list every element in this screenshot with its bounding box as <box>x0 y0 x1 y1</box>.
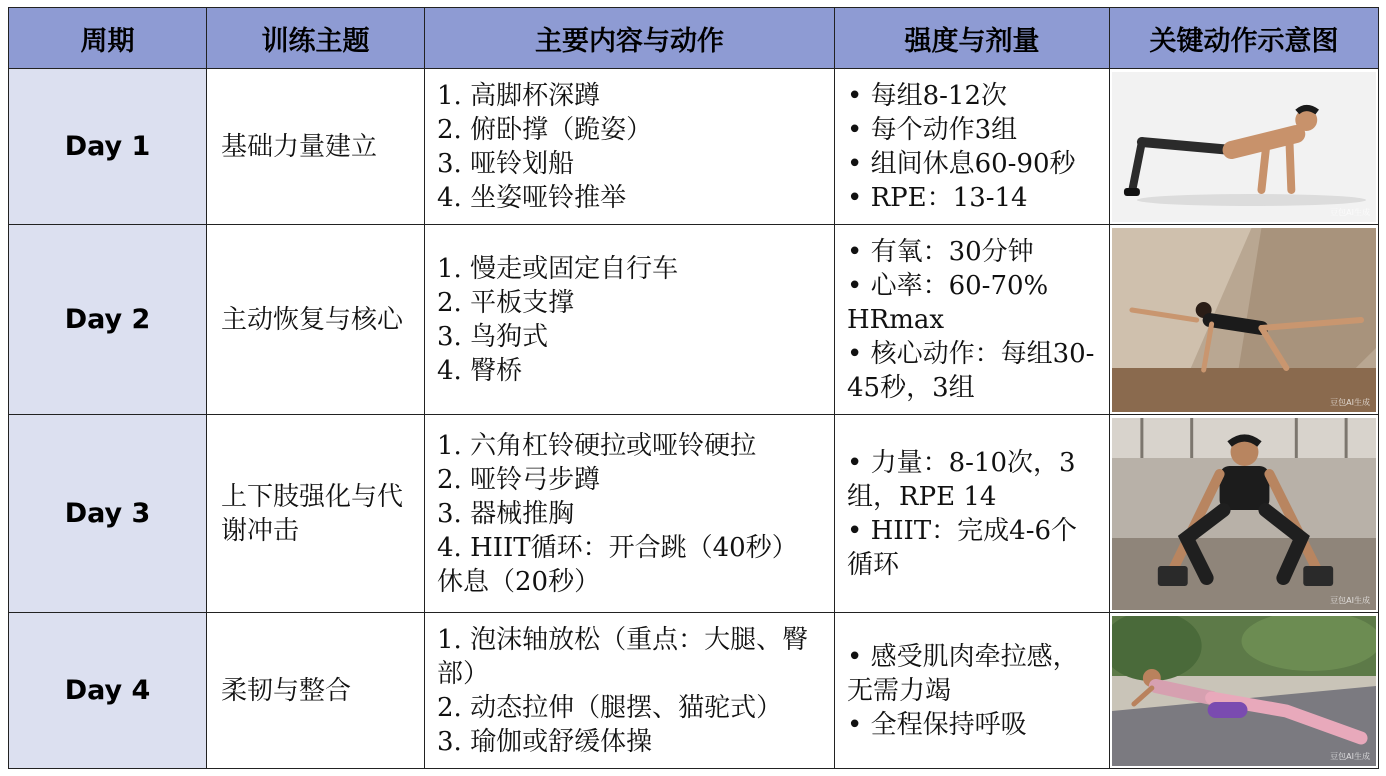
day-cell: Day 1 <box>9 69 207 225</box>
content-cell <box>425 225 835 415</box>
theme-cell: 基础力量建立 <box>207 69 425 225</box>
theme-cell: 主动恢复与核心 <box>207 225 425 415</box>
dumbbell-deadlift-illustration <box>1112 418 1376 610</box>
intensity-cell <box>835 415 1110 613</box>
table-row <box>9 225 1379 415</box>
intensity-item: • 心率：60-70% HRmax <box>847 270 1049 335</box>
header-content: 主要内容与动作 <box>425 8 835 69</box>
content-item: 2. 哑铃弓步蹲 <box>437 464 601 495</box>
intensity-item: • 全程保持呼吸 <box>847 709 1027 740</box>
image-cell <box>1110 613 1379 769</box>
watermark: 豆包AI生成 <box>1330 595 1370 605</box>
table-row <box>9 69 1379 225</box>
content-item: 1. 六角杠铃硬拉或哑铃硬拉 <box>437 430 757 461</box>
intensity-item: • 感受肌肉牵拉感，无需力竭 <box>847 641 1079 706</box>
content-item: 2. 平板支撑 <box>437 287 575 318</box>
plan-table-wrapper <box>8 7 1379 769</box>
watermark: 豆包AI生成 <box>1330 397 1370 407</box>
image-cell <box>1110 415 1379 613</box>
intensity-item: • 有氧：30分钟 <box>847 236 1034 267</box>
day-cell: Day 3 <box>9 415 207 613</box>
image-cell <box>1110 225 1379 415</box>
foam-roller-illustration <box>1112 616 1376 766</box>
intensity-item: • 每个动作3组 <box>847 114 1018 145</box>
image-cell <box>1110 69 1379 225</box>
intensity-cell <box>835 613 1110 769</box>
intensity-cell <box>835 69 1110 225</box>
bird-dog-illustration <box>1112 228 1376 412</box>
content-item: 3. 鸟狗式 <box>437 321 549 352</box>
watermark: 豆包AI生成 <box>1330 751 1370 761</box>
content-item: 4. 臀桥 <box>437 355 523 386</box>
content-item: 4. HIIT循环：开合跳（40秒）休息（20秒） <box>437 532 798 597</box>
training-plan-table <box>8 7 1379 769</box>
content-item: 2. 俯卧撑（跪姿） <box>437 114 653 145</box>
theme-cell: 上下肢强化与代谢冲击 <box>207 415 425 613</box>
day-cell: Day 4 <box>9 613 207 769</box>
header-row <box>9 8 1379 69</box>
header-intensity: 强度与剂量 <box>835 8 1110 69</box>
header-period: 周期 <box>9 8 207 69</box>
content-item: 3. 器械推胸 <box>437 498 575 529</box>
day-cell: Day 2 <box>9 225 207 415</box>
content-item: 1. 泡沫轴放松（重点：大腿、臀部） <box>437 624 809 689</box>
content-item: 4. 坐姿哑铃推举 <box>437 182 627 213</box>
theme-cell: 柔韧与整合 <box>207 613 425 769</box>
content-item: 3. 瑜伽或舒缓体操 <box>437 726 653 757</box>
intensity-item: • HIIT：完成4-6个循环 <box>847 515 1078 580</box>
watermark: 豆包AI生成 <box>1330 207 1370 217</box>
intensity-item: • 核心动作：每组30-45秒，3组 <box>847 338 1095 403</box>
intensity-item: • 每组8-12次 <box>847 80 1008 111</box>
content-item: 1. 慢走或固定自行车 <box>437 253 679 284</box>
intensity-item: • 组间休息60-90秒 <box>847 148 1076 179</box>
header-theme: 训练主题 <box>207 8 425 69</box>
content-item: 2. 动态拉伸（腿摆、猫驼式） <box>437 692 783 723</box>
content-cell <box>425 69 835 225</box>
table-row <box>9 613 1379 769</box>
intensity-item: • RPE：13-14 <box>847 182 1028 213</box>
content-item: 3. 哑铃划船 <box>437 148 575 179</box>
intensity-cell <box>835 225 1110 415</box>
content-item: 1. 高脚杯深蹲 <box>437 80 601 111</box>
header-image: 关键动作示意图 <box>1110 8 1379 69</box>
content-cell <box>425 613 835 769</box>
intensity-item: • 力量：8-10次，3组，RPE 14 <box>847 447 1076 512</box>
content-cell <box>425 415 835 613</box>
push-up-illustration <box>1112 72 1376 222</box>
table-row <box>9 415 1379 613</box>
